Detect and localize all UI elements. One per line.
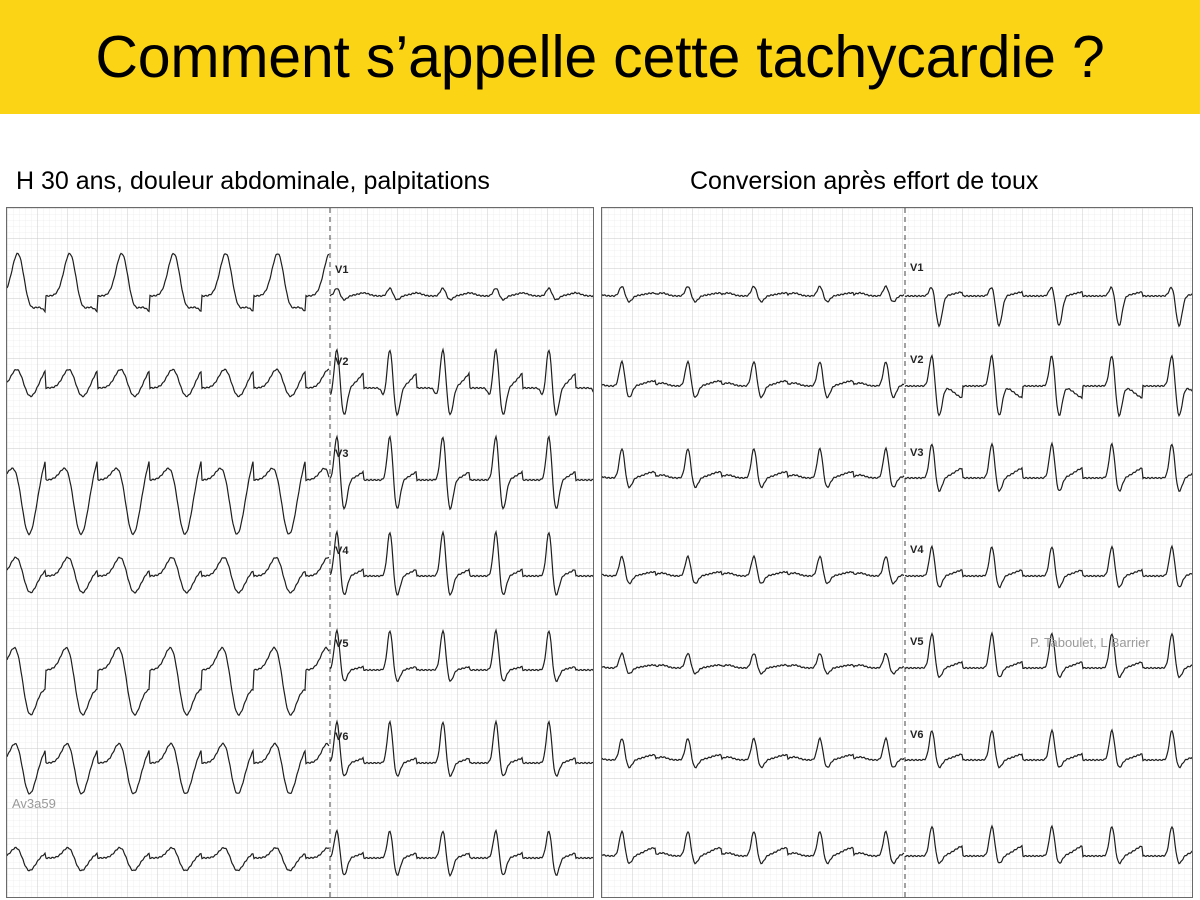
lead-label-v5: V5 <box>335 638 349 650</box>
slide-title: Comment s’appelle cette tachycardie ? <box>95 24 1105 90</box>
ecg-left-svg <box>7 208 593 897</box>
lead-label-v5: V5 <box>910 636 924 648</box>
lead-label-v1: V1 <box>335 264 349 276</box>
ecg-right-svg <box>602 208 1192 897</box>
right-caption: Conversion après effort de toux <box>690 167 1039 195</box>
lead-label-v4: V4 <box>910 544 924 556</box>
left-caption: H 30 ans, douleur abdominale, palpitations <box>16 167 490 195</box>
title-bar <box>0 0 1200 114</box>
lead-label-v3: V3 <box>335 448 349 460</box>
left-watermark: Av3a59 <box>12 796 56 811</box>
lead-label-v3: V3 <box>910 447 924 459</box>
lead-label-v2: V2 <box>910 354 924 366</box>
right-watermark: P. Taboulet, L Barrier <box>1030 635 1150 650</box>
lead-label-v4: V4 <box>335 545 349 557</box>
lead-label-v2: V2 <box>335 356 349 368</box>
ecg-strip-conversion <box>601 207 1193 898</box>
ecg-strip-tachycardia <box>6 207 594 898</box>
lead-label-v6: V6 <box>335 731 349 743</box>
lead-label-v6: V6 <box>910 729 924 741</box>
lead-label-v1: V1 <box>910 262 924 274</box>
